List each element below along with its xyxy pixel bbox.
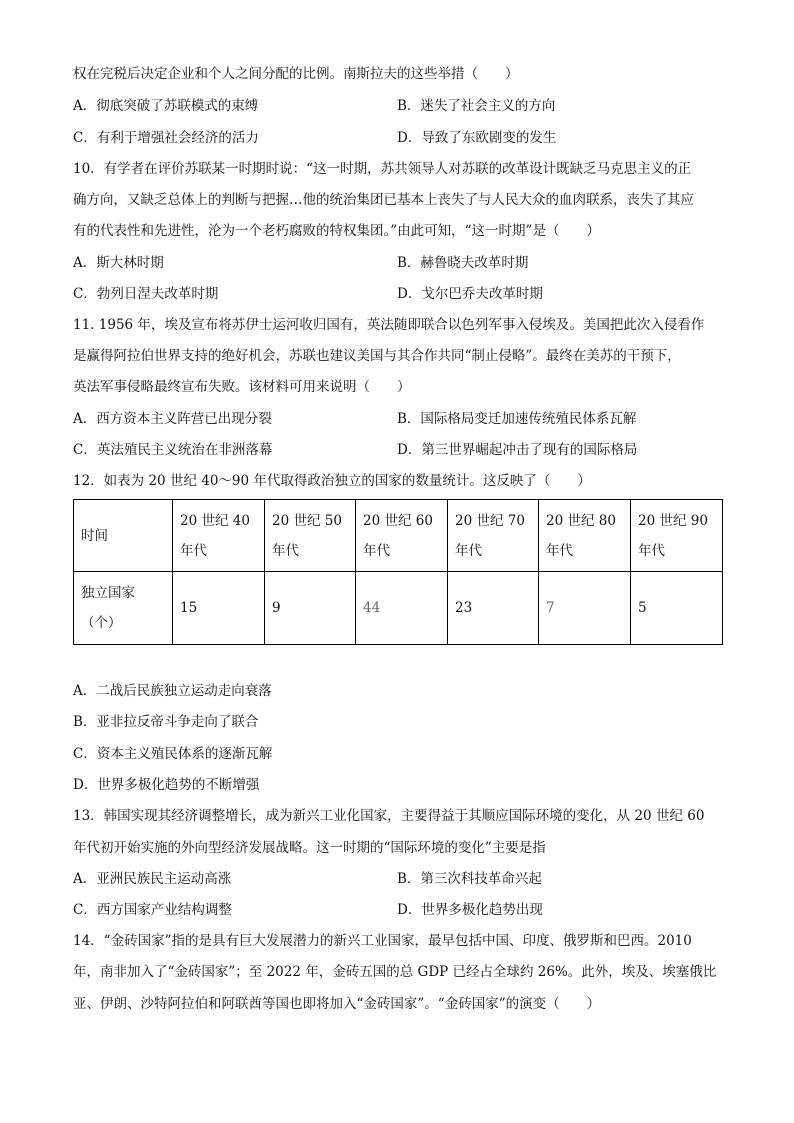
period-unit: 年代 [546, 542, 573, 559]
independence-stats-table [73, 499, 723, 645]
q10-option-c: C．勃列日涅夫改革时期 [73, 286, 219, 302]
q10-stem-line-2: 确方向，又缺乏总体上的判断与把握…他的统治集团已基本上丧失了与人民大众的血肉联系，丧失了其应 [73, 192, 694, 208]
q11-option-a: A．西方资本主义阵营已出现分裂 [73, 411, 272, 427]
q9-option-c: C．有利于增强社会经济的活力 [73, 130, 259, 146]
q12-option-a: A．二战后民族独立运动走向衰落 [73, 683, 272, 699]
q13-stem-line-1: 13．韩国实现其经济调整增长，成为新兴工业化国家，主要得益于其顺应国际环境的变化，从 20 世纪 60 [73, 808, 705, 824]
q11-option-c: C．英法殖民主义统治在非洲落幕 [73, 442, 273, 458]
period-label: 20 世纪 80 [546, 512, 616, 529]
period-unit: 年代 [363, 542, 390, 559]
table-row [74, 572, 723, 645]
period-label: 20 世纪 70 [455, 512, 525, 529]
q12-option-b: B．亚非拉反帝斗争走向了联合 [73, 714, 259, 730]
q13-option-c: C．西方国家产业结构调整 [73, 902, 232, 918]
q14-stem-line-3: 亚、伊朗、沙特阿拉伯和阿联酋等国也即将加入“金砖国家”。“金砖国家”的演变（ ） [73, 996, 601, 1012]
q12-option-c: C．资本主义殖民体系的逐渐瓦解 [73, 746, 273, 762]
q11-stem-line-3: 英法军事侵略最终宣布失败。该材料可用来说明（ ） [73, 379, 411, 395]
q12-stem: 12．如表为 20 世纪 40～90 年代取得政治独立的国家的数量统计。这反映了（ ） [73, 473, 591, 489]
q13-stem-line-2: 年代初开始实施的外向型经济发展战略。这一时期的“国际环境的变化”主要是指 [73, 840, 546, 856]
period-label: 20 世纪 40 [180, 512, 250, 529]
q11-stem-line-2: 是赢得阿拉伯世界支持的绝好机会，苏联也建议美国与其合作共同“制止侵略”。最终在美苏的干预下， [73, 348, 681, 364]
table-cell: 9 [265, 572, 356, 645]
q9-option-b: B．迷失了社会主义的方向 [397, 98, 556, 114]
table-header-cell [74, 500, 173, 572]
q9-option-d: D．导致了东欧剧变的发生 [397, 130, 557, 146]
row-label-unit: （个） [81, 615, 122, 631]
period-unit: 年代 [272, 542, 299, 559]
period-unit: 年代 [180, 542, 207, 559]
q10-stem-line-1: 10．有学者在评价苏联某一时期时说：“这一时期，苏共领导人对苏联的改革设计既缺乏马克思主义的正 [73, 161, 692, 177]
q10-option-a: A．斯大林时期 [73, 255, 164, 271]
q10-option-d: D．戈尔巴乔夫改革时期 [397, 286, 543, 302]
period-label: 20 世纪 50 [272, 512, 342, 529]
q13-option-b: B．第三次科技革命兴起 [397, 871, 542, 887]
row-label: 独立国家 [81, 585, 135, 601]
table-cell: 23 [448, 572, 539, 645]
table-header-row [74, 500, 723, 572]
q9-stem: 权在完税后决定企业和个人之间分配的比例。南斯拉夫的这些举措（ ） [73, 66, 519, 82]
table-cell: 44 [356, 572, 448, 645]
q13-option-a: A．亚洲民族民主运动高涨 [73, 871, 232, 887]
table-cell: 15 [173, 572, 265, 645]
period-label: 20 世纪 90 [638, 512, 708, 529]
table-header-cell [173, 500, 265, 572]
q11-option-b: B．国际格局变迁加速传统殖民体系瓦解 [397, 411, 637, 427]
q14-stem-line-2: 年，南非加入了“金砖国家”；至 2022 年，金砖五国的总 GDP 已经占全球约 26%。此外，埃及、埃塞俄比 [73, 964, 717, 980]
header-label: 时间 [81, 527, 108, 544]
period-unit: 年代 [638, 542, 665, 559]
q11-option-d: D．第三世界崛起冲击了现有的国际格局 [397, 442, 638, 458]
q10-option-b: B．赫鲁晓夫改革时期 [397, 255, 529, 271]
table-cell: 7 [539, 572, 631, 645]
table-cell: 5 [631, 572, 723, 645]
period-label: 20 世纪 60 [363, 512, 433, 529]
table-header-cell [448, 500, 539, 572]
table-header-cell [356, 500, 448, 572]
q13-option-d: D．世界多极化趋势出现 [397, 902, 543, 918]
table-header-cell [539, 500, 631, 572]
q12-option-d: D．世界多极化趋势的不断增强 [73, 777, 260, 793]
table-row-label-cell [74, 572, 173, 645]
period-unit: 年代 [455, 542, 482, 559]
table-header-cell [265, 500, 356, 572]
q14-stem-line-1: 14．“金砖国家”指的是具有巨大发展潜力的新兴工业国家，最早包括中国、印度、俄罗斯和巴西。2010 [73, 933, 692, 949]
q11-stem-line-1: 11. 1956 年，埃及宣布将苏伊士运河收归国有，英法随即联合以色列军事入侵埃及。美国把此次入侵看作 [73, 317, 705, 333]
q10-stem-line-3: 有的代表性和先进性，沦为一个老朽腐败的特权集团。”由此可知，“这一时期”是（ ） [73, 223, 600, 239]
q9-option-a: A．彻底突破了苏联模式的束缚 [73, 98, 259, 114]
table-header-cell [631, 500, 723, 572]
